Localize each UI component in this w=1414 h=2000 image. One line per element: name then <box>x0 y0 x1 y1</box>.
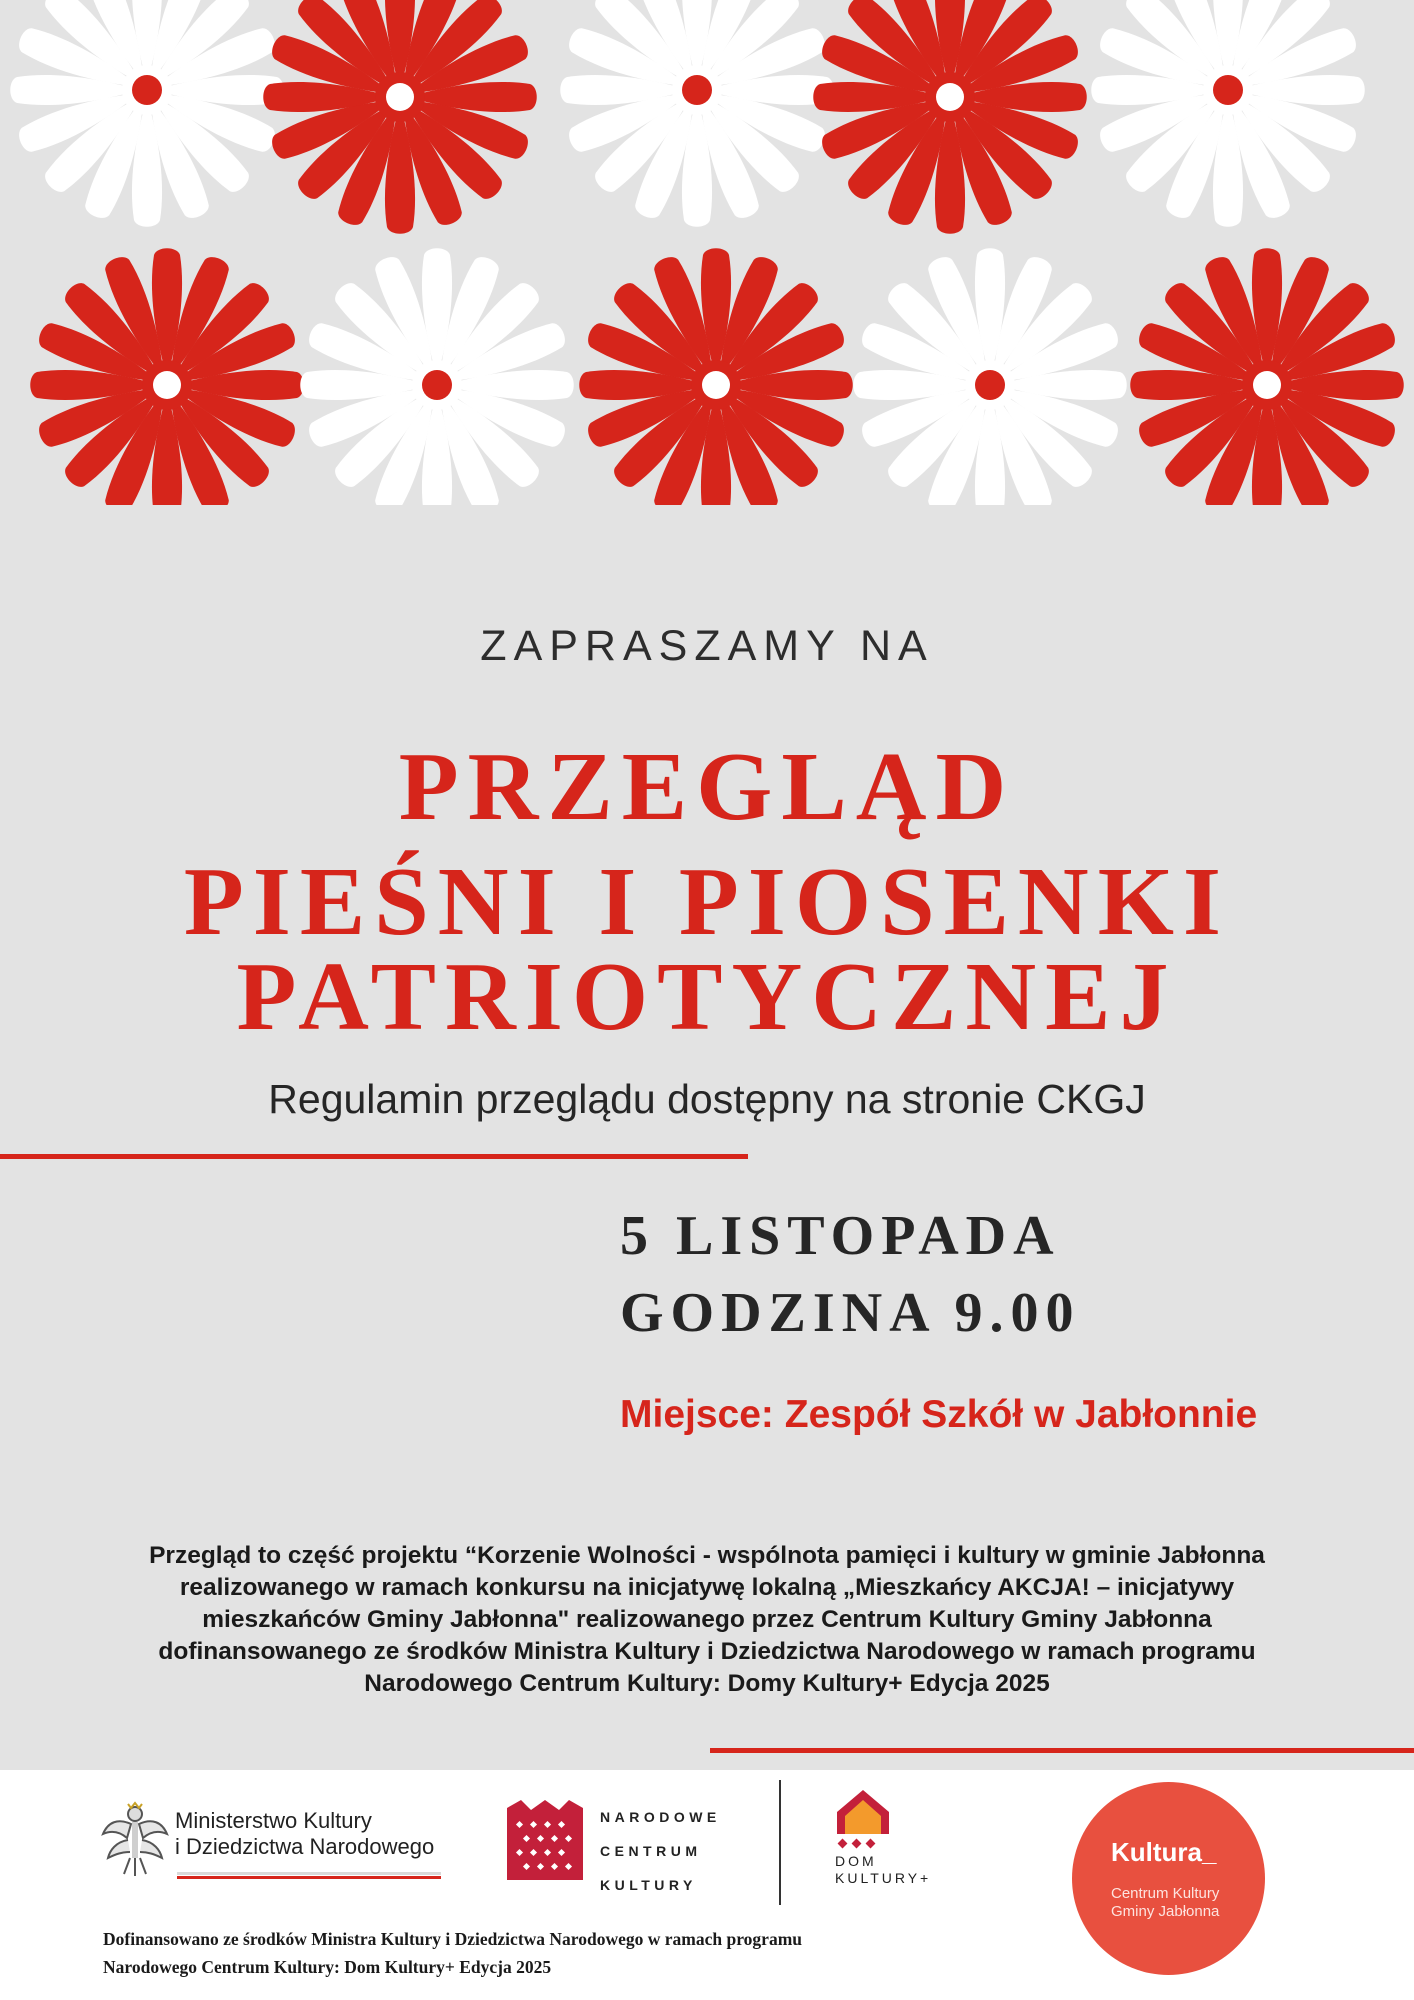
event-time: GODZINA 9.00 <box>620 1282 1081 1344</box>
project-line: Narodowego Centrum Kultury: Domy Kultury+ Edycja 2025 <box>364 1670 1050 1697</box>
project-line: Przegląd to część projektu “Korzenie Wolności - wspólnota pamięci i kultury w gminie Jabłonna <box>149 1542 1265 1569</box>
sponsor-footer <box>0 1770 1414 2000</box>
project-line: dofinansowanego ze środków Ministra Kultury i Dziedzictwa Narodowego w ramach programu <box>158 1638 1256 1665</box>
ministry-line-1: Ministerstwo Kultury <box>175 1808 372 1833</box>
logo-separator <box>779 1780 781 1905</box>
title-line-2: PIEŚNI I PIOSENKI <box>183 848 1231 956</box>
project-description <box>40 1540 1374 1700</box>
dk-line-1: DOM <box>835 1853 877 1869</box>
title-line-1: PRZEGLĄD <box>398 733 1016 841</box>
divider-left <box>0 1154 748 1159</box>
invite-heading: ZAPRASZAMY NA <box>480 622 934 670</box>
nck-line-2: CENTRUM <box>600 1843 702 1859</box>
ministry-line-2: i Dziedzictwa Narodowego <box>175 1834 435 1859</box>
kultura-subtitle-2: Gminy Jabłonna <box>1111 1903 1220 1920</box>
funding-line-1: Dofinansowano ze środków Ministra Kultury i Dziedzictwa Narodowego w ramach programu <box>103 1929 803 1949</box>
nck-crown-pattern-icon <box>507 1800 583 1880</box>
kultura-subtitle-1: Centrum Kultury <box>1111 1885 1220 1902</box>
flag-stripe-red <box>177 1876 441 1879</box>
flag-stripe-white <box>177 1872 441 1875</box>
white-eagle-emblem-icon <box>100 1800 170 1880</box>
event-date: 5 LISTOPADA <box>620 1205 1061 1267</box>
nck-name <box>600 1800 721 1902</box>
kultura-title: Kultura_ <box>1111 1837 1217 1867</box>
event-place: Miejsce: Zespół Szkół w Jabłonnie <box>620 1393 1258 1436</box>
dk-name <box>835 1853 931 1887</box>
kultura-logo <box>1072 1782 1265 1975</box>
project-line: mieszkańców Gminy Jabłonna" realizowanego przez Centrum Kultury Gminy Jabłonna <box>202 1606 1212 1633</box>
rules-note: Regulamin przeglądu dostępny na stronie CKGJ <box>268 1076 1146 1122</box>
funding-note <box>103 1925 802 1981</box>
floral-pattern-header <box>0 0 1414 525</box>
divider-right <box>710 1748 1414 1753</box>
nck-line-3: KULTURY <box>600 1877 697 1893</box>
project-line: realizowanego w ramach konkursu na inicjatywę lokalną „Mieszkańcy AKCJA! – inicjatywy <box>179 1574 1235 1601</box>
dk-line-2: KULTURY+ <box>835 1870 932 1886</box>
title-line-3: PATRIOTYCZNEJ <box>236 943 1178 1051</box>
house-icon <box>833 1788 893 1850</box>
nck-line-1: NARODOWE <box>600 1809 721 1825</box>
ministry-name <box>175 1808 434 1860</box>
funding-line-2: Narodowego Centrum Kultury: Dom Kultury+ Edycja 2025 <box>103 1957 552 1977</box>
